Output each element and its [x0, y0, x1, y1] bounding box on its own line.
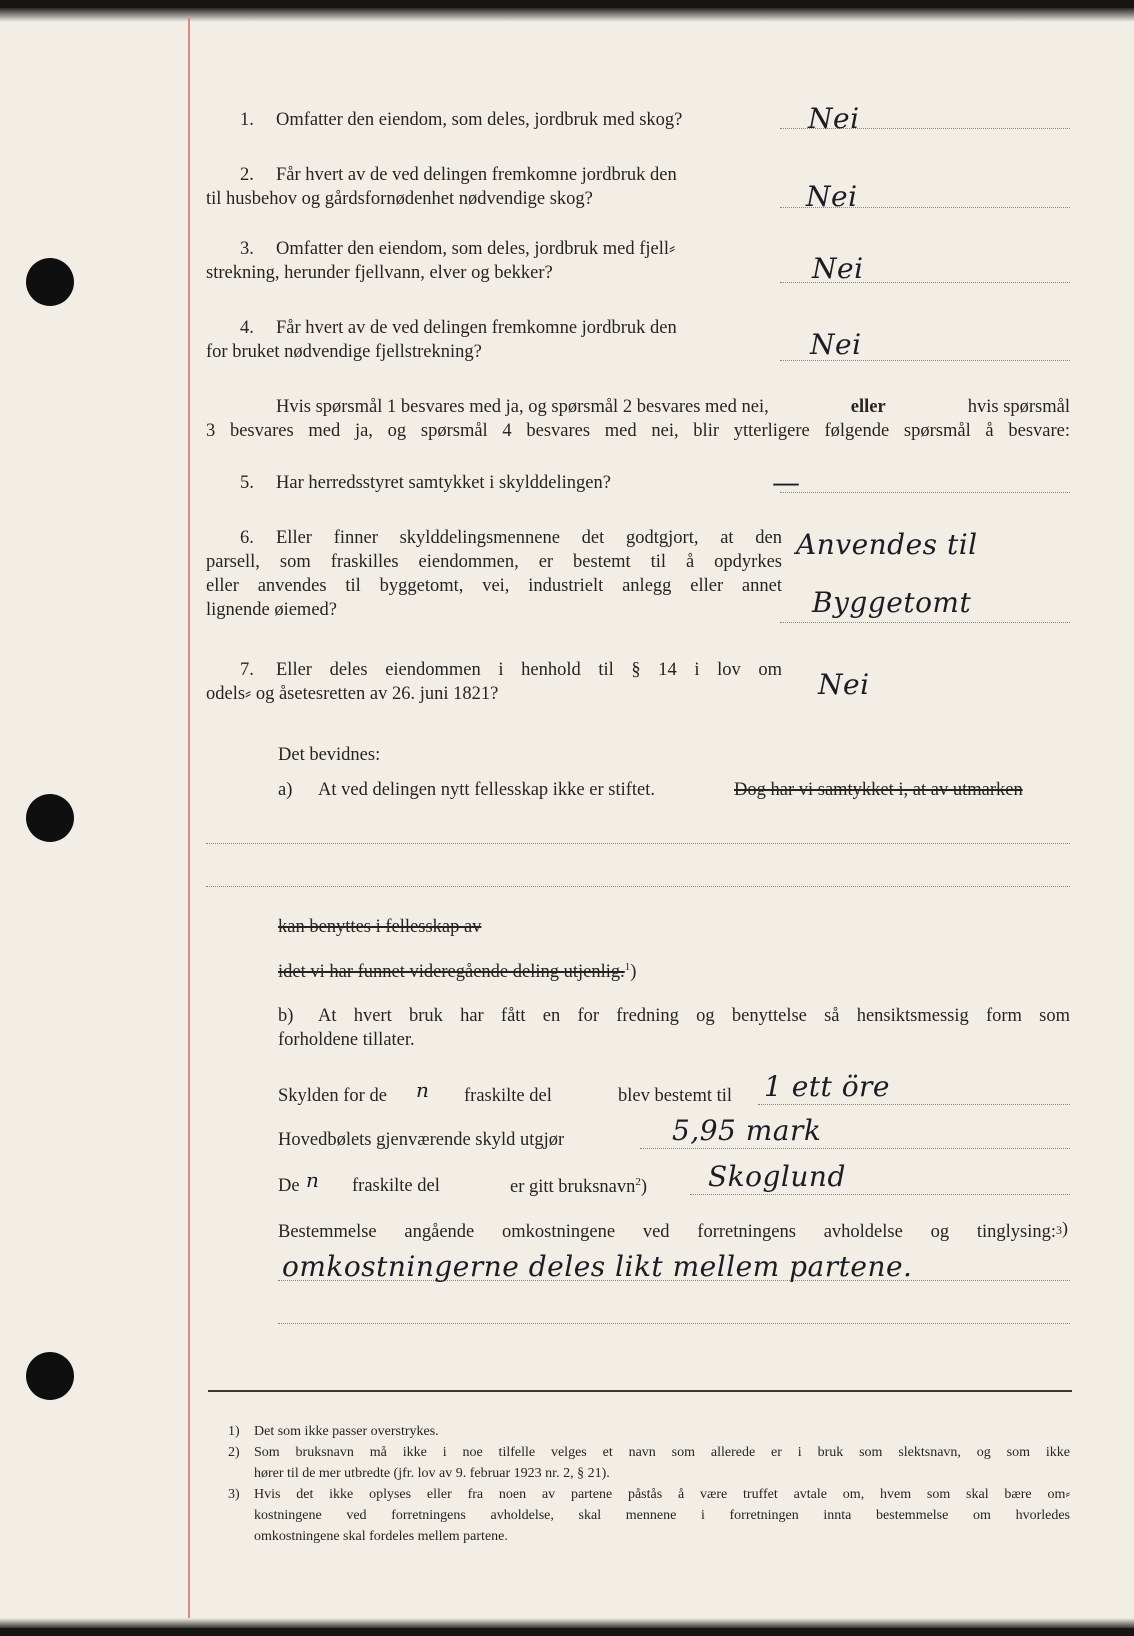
field-label: blev bestemt til [618, 1086, 733, 1106]
field-label: De [278, 1176, 300, 1196]
question-text: Har herredsstyret samtykket i skylddelingen? [276, 473, 611, 493]
answer-line [690, 1194, 1070, 1195]
blank-line [206, 843, 1070, 844]
section-heading: Det bevidnes: [278, 745, 381, 765]
question-text: strekning, herunder fjellvann, elver og bekker? [206, 263, 553, 283]
handwritten-answer: — [772, 466, 801, 499]
question-text: Eller finner skylddelingsmennene det godtgjort, at den [276, 528, 782, 548]
answer-line [780, 492, 1070, 493]
question-number: 3. [240, 239, 254, 259]
struck-text: Dog har vi samtykket i, at av utmarken [734, 780, 1023, 800]
blank-line [278, 1323, 1070, 1324]
statement-text: At ved delingen nytt fellesskap ikke er stiftet. [318, 780, 656, 800]
handwritten-answer: Anvendes til [796, 528, 978, 561]
punch-hole [26, 258, 74, 306]
question-text: Får hvert av de ved delingen fremkomne jordbruk den [276, 165, 677, 185]
handwritten-answer: Nei [818, 668, 870, 701]
field-label: Skylden for de [278, 1086, 387, 1106]
footnote: 3) Hvis det ikke oplyses eller fra noen av partene påstås å være truffet avtale om, hvem som skal bære om⸗ kostningene ved forretningens avholdelse, skal mennene i forretningen innta bestemmelse om hvorledes omkostningene skal fordeles mellem partene. [228, 1487, 1070, 1544]
answer-line [758, 1104, 1070, 1105]
question-text: til husbehov og gårdsfornødenhet nødvendige skog? [206, 189, 593, 209]
handwritten-answer: Skoglund [708, 1160, 846, 1193]
punch-hole [26, 1352, 74, 1400]
question-text: eller anvendes til byggetomt, vei, industrielt anlegg eller annet [206, 576, 782, 596]
handwritten-answer: Byggetomt [812, 586, 972, 619]
handwritten-mark: n [306, 1168, 320, 1192]
handwritten-answer: 5,95 mark [672, 1114, 822, 1147]
document-page: 1. Omfatter den eiendom, som deles, jordbruk med skog? Nei 2. Får hvert av de ved delingen fremkomne jordbruk den til husbehov og gårdsfornødenhet nødvendige skog? Nei 3. Omfatter den eiendom, som deles, jordbruk med fjell⸗ strekning, herunder fjellvann, elver og bekker? Nei 4. Får hvert av de ved delingen fremkomne jordbruk den for bruket nødvendige fjellstrekning? Nei Hvis spørsmål 1 besvares med ja, og spørsmål 2 besvares med nei, eller hvis spørsmål 3 besvares med ja, og spørsmål 4 besvares med nei, blir ytterligere følgende spørsmål å besvare: 5. Har herredsstyret samtykket i skylddelingen? — 6. Eller finner skylddelingsmennene det godtgjort, at den parsell, som fraskilles eiendommen, er bestemt til å opdyrkes eller anvendes til byggetomt, vei, industrielt anlegg eller annet lignende øiemed? Anvendes til Byggetomt 7. Eller deles eiendommen i henhold til § 14 i lov om odels⸗ og åsetesretten av 26. juni 1821? Nei Det bevidnes: a) At ved delingen nytt fellesskap ikke er stiftet. Dog har vi samtykket i, at av utmarken kan benyttes i fellesskap av idet vi har funnet videregående deling utjenlig.$^1$) b) At hvert bruk har fått en for fredning og benyttelse så hensiktsmessig form som forholdene tillater. Skylden for de n fraskilte del blev bestemt til 1 ett öre Hovedbølets gjenværende skyld utgjør 5,95 mark De n fraskilte del er gitt bruksnavn$^2$) Skoglund Bestemmelse angående omkostningene ved forretningens avholdelse og tinglysing: 3) omkostningerne deles likt mellem partene. 1) Det som ikke passer overstrykes. 2) Som bruksnavn må ikke i noe tilfelle velges et navn som allerede er i bruk som slektsnavn, og som ikke hører til de mer utbredte (jfr. lov av 9. februar 1923 nr. 2, § 21). 3) Hvis det ikke oplyses eller fra noen av partene påstås å være truffet avtale om, hvem som skal bære om⸗ kostningene ved forretningens avholdelse, skal mennene i forretningen innta bestemmelse om hvorledes omkostningene skal fordeles mellem partene. [0, 8, 1134, 1628]
field-label: Bestemmelse angående omkostningene ved forretningens avholdelse og tinglysing: [278, 1222, 1056, 1242]
handwritten-mark: n [416, 1078, 430, 1102]
question-number: 7. [240, 660, 254, 680]
answer-line [640, 1148, 1070, 1149]
struck-line: idet vi har funnet videregående deling utjenlig.$^1$) [278, 961, 637, 983]
question-number: 6. [240, 528, 254, 548]
question-number: 2. [240, 165, 254, 185]
scan-edge-top [0, 8, 1134, 22]
intro-line: 3 besvares med ja, og spørsmål 4 besvares med nei, blir ytterligere følgende spørsmål å besvare: [206, 421, 1070, 441]
handwritten-answer: Nei [810, 328, 862, 361]
item-label: a) [278, 780, 293, 800]
statement-text: forholdene tillater. [278, 1030, 415, 1050]
intro-line: Hvis spørsmål 1 besvares med ja, og spørsmål 2 besvares med nei, eller hvis spørsmål [276, 397, 1070, 417]
punch-hole [26, 794, 74, 842]
handwritten-answer: Nei [808, 102, 860, 135]
answer-line [780, 622, 1070, 623]
statement-text: At hvert bruk har fått en for fredning og benyttelse så hensiktsmessig form som [318, 1006, 1070, 1026]
question-number: 4. [240, 318, 254, 338]
handwritten-answer: Nei [812, 252, 864, 285]
question-text: odels⸗ og åsetesretten av 26. juni 1821? [206, 684, 499, 704]
question-text: Omfatter den eiendom, som deles, jordbruk med skog? [276, 110, 683, 130]
footnote: 2) Som bruksnavn må ikke i noe tilfelle velges et navn som allerede er i bruk som slektsnavn, og som ikke hører til de mer utbredte (jfr. lov av 9. februar 1923 nr. 2, § 21). [228, 1445, 1070, 1481]
question-text: Eller deles eiendommen i henhold til § 14 i lov om [276, 660, 782, 680]
struck-text: kan benyttes i fellesskap av [278, 917, 482, 937]
question-text: for bruket nødvendige fjellstrekning? [206, 342, 482, 362]
question-text: parsell, som fraskilles eiendommen, er bestemt til å opdyrkes [206, 552, 782, 572]
question-number: 1. [240, 110, 254, 130]
question-number: 5. [240, 473, 254, 493]
field-label: fraskilte del [352, 1176, 440, 1196]
margin-line [188, 18, 190, 1628]
field-label: er gitt bruksnavn$^2$) [510, 1176, 648, 1198]
footnote-ref: 3) [1056, 1218, 1068, 1238]
question-text: lignende øiemed? [206, 600, 337, 620]
question-text: Omfatter den eiendom, som deles, jordbruk med fjell⸗ [276, 239, 676, 259]
handwritten-answer: Nei [806, 180, 858, 213]
field-label: Hovedbølets gjenværende skyld utgjør [278, 1130, 565, 1150]
footnote-rule [208, 1390, 1072, 1392]
field-label: fraskilte del [464, 1086, 552, 1106]
handwritten-answer: 1 ett öre [764, 1070, 891, 1103]
scan-edge-bottom [0, 1618, 1134, 1628]
handwritten-answer: omkostningerne deles likt mellem partene. [282, 1250, 913, 1283]
item-label: b) [278, 1006, 294, 1026]
blank-line [206, 886, 1070, 887]
question-text: Får hvert av de ved delingen fremkomne jordbruk den [276, 318, 677, 338]
